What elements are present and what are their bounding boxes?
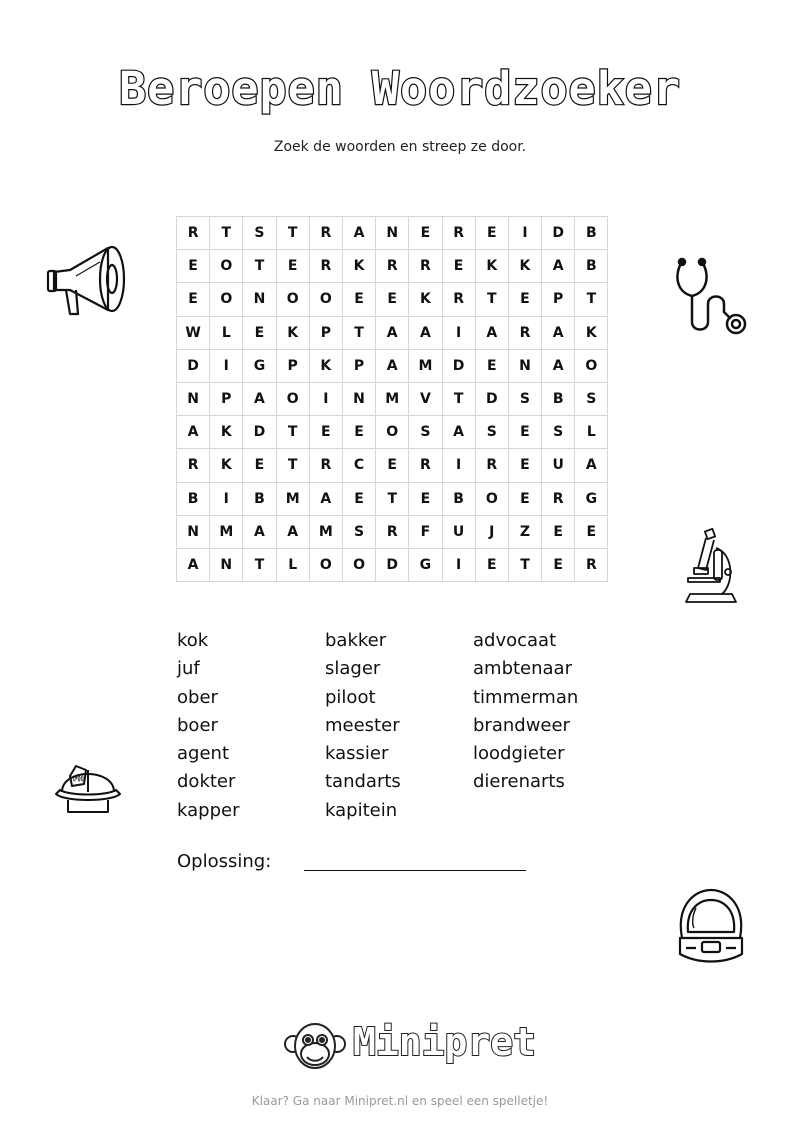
word-item: meester <box>325 714 400 736</box>
grid-cell[interactable]: A <box>542 250 575 283</box>
word-item: kapper <box>177 799 240 821</box>
word-item: loodgieter <box>473 743 565 765</box>
grid-cell[interactable]: R <box>508 316 541 349</box>
svg-text:FH: FH <box>73 775 84 783</box>
grid-cell[interactable]: A <box>243 515 276 548</box>
solution-answer-line[interactable] <box>304 870 526 871</box>
word-item: ober <box>177 686 218 708</box>
grid-cell[interactable]: R <box>442 283 475 316</box>
grid-cell[interactable]: E <box>342 416 375 449</box>
astronaut-helmet-icon <box>674 886 748 972</box>
grid-cell[interactable]: S <box>475 416 508 449</box>
grid-cell[interactable]: F <box>409 515 442 548</box>
grid-cell[interactable]: R <box>376 515 409 548</box>
grid-cell[interactable]: N <box>177 382 210 415</box>
word-item: dokter <box>177 771 236 793</box>
grid-cell[interactable]: R <box>409 449 442 482</box>
word-item: juf <box>177 658 200 680</box>
grid-cell[interactable]: M <box>309 515 342 548</box>
grid-cell[interactable]: S <box>575 382 608 415</box>
grid-cell[interactable]: M <box>409 349 442 382</box>
microscope-icon <box>684 528 740 606</box>
grid-cell[interactable]: A <box>177 416 210 449</box>
grid-row <box>177 548 608 581</box>
grid-cell[interactable]: R <box>309 250 342 283</box>
grid-cell[interactable]: P <box>542 283 575 316</box>
grid-cell[interactable]: A <box>376 316 409 349</box>
word-item: slager <box>325 658 381 680</box>
grid-cell[interactable]: R <box>475 449 508 482</box>
grid-cell[interactable]: R <box>542 482 575 515</box>
grid-cell[interactable]: E <box>475 548 508 581</box>
grid-cell[interactable]: O <box>342 548 375 581</box>
grid-cell[interactable]: O <box>276 283 309 316</box>
grid-cell[interactable]: D <box>442 349 475 382</box>
grid-cell[interactable]: U <box>442 515 475 548</box>
grid-cell[interactable]: O <box>575 349 608 382</box>
grid-cell[interactable]: M <box>276 482 309 515</box>
grid-cell[interactable]: K <box>210 449 243 482</box>
footer-text: Klaar? Ga naar Minipret.nl en speel een spelletje! <box>251 1094 549 1108</box>
grid-row <box>177 349 608 382</box>
megaphone-icon <box>46 240 130 322</box>
grid-cell[interactable]: B <box>177 482 210 515</box>
grid-cell[interactable]: A <box>542 316 575 349</box>
grid-cell[interactable]: L <box>575 416 608 449</box>
stethoscope-icon <box>672 254 752 336</box>
grid-cell[interactable]: I <box>442 449 475 482</box>
grid-cell[interactable]: T <box>210 217 243 250</box>
grid-cell[interactable]: A <box>475 316 508 349</box>
grid-cell[interactable]: P <box>210 382 243 415</box>
grid-cell[interactable]: E <box>177 250 210 283</box>
grid-cell[interactable]: R <box>177 449 210 482</box>
grid-cell[interactable]: A <box>409 316 442 349</box>
grid-row <box>177 449 608 482</box>
grid-cell[interactable]: R <box>309 217 342 250</box>
grid-cell[interactable]: K <box>309 349 342 382</box>
grid-cell[interactable]: E <box>309 416 342 449</box>
grid-cell[interactable]: O <box>210 283 243 316</box>
grid-cell[interactable]: E <box>508 482 541 515</box>
grid-cell[interactable]: D <box>177 349 210 382</box>
grid-cell[interactable]: A <box>442 416 475 449</box>
grid-cell[interactable]: T <box>376 482 409 515</box>
word-item: advocaat <box>473 630 557 651</box>
grid-cell[interactable]: I <box>442 548 475 581</box>
grid-cell[interactable]: N <box>210 548 243 581</box>
grid-cell[interactable]: K <box>276 316 309 349</box>
grid-cell[interactable]: K <box>508 250 541 283</box>
grid-cell[interactable]: E <box>243 449 276 482</box>
grid-cell[interactable]: R <box>575 548 608 581</box>
grid-row <box>177 416 608 449</box>
word-item: boer <box>177 714 218 736</box>
grid-cell[interactable]: K <box>210 416 243 449</box>
grid-cell[interactable]: T <box>442 382 475 415</box>
grid-cell[interactable]: K <box>342 250 375 283</box>
grid-cell[interactable]: E <box>475 217 508 250</box>
word-item: ambtenaar <box>473 658 572 680</box>
grid-cell[interactable]: A <box>575 449 608 482</box>
grid-cell[interactable]: T <box>475 283 508 316</box>
page-title: Beroepen Woordzoeker <box>119 62 681 115</box>
grid-cell[interactable]: I <box>210 349 243 382</box>
grid-cell[interactable]: S <box>243 217 276 250</box>
word-search-grid <box>176 216 608 582</box>
fire-helmet-icon <box>54 756 122 818</box>
grid-cell[interactable]: O <box>309 283 342 316</box>
grid-row <box>177 482 608 515</box>
grid-cell[interactable]: D <box>542 217 575 250</box>
grid-cell[interactable]: T <box>276 416 309 449</box>
grid-cell[interactable]: P <box>276 349 309 382</box>
grid-cell[interactable]: E <box>177 283 210 316</box>
grid-cell[interactable]: R <box>309 449 342 482</box>
grid-cell[interactable]: N <box>342 382 375 415</box>
word-item: dierenarts <box>473 771 565 793</box>
grid-cell[interactable]: B <box>542 382 575 415</box>
grid-cell[interactable]: E <box>409 217 442 250</box>
grid-cell[interactable]: A <box>276 515 309 548</box>
grid-cell[interactable]: T <box>243 548 276 581</box>
grid-cell[interactable]: Z <box>508 515 541 548</box>
grid-cell[interactable]: A <box>177 548 210 581</box>
grid-cell[interactable]: B <box>575 217 608 250</box>
grid-cell[interactable]: E <box>276 250 309 283</box>
grid-cell[interactable]: M <box>210 515 243 548</box>
grid-cell[interactable]: D <box>376 548 409 581</box>
grid-cell[interactable]: E <box>575 515 608 548</box>
grid-cell[interactable]: R <box>442 217 475 250</box>
grid-cell[interactable]: D <box>243 416 276 449</box>
grid-cell[interactable]: G <box>409 548 442 581</box>
grid-cell[interactable]: O <box>376 416 409 449</box>
grid-cell[interactable]: P <box>309 316 342 349</box>
grid-cell[interactable]: L <box>210 316 243 349</box>
grid-cell[interactable]: G <box>243 349 276 382</box>
grid-cell[interactable]: R <box>409 250 442 283</box>
grid-cell[interactable]: E <box>243 316 276 349</box>
grid-cell[interactable]: J <box>475 515 508 548</box>
grid-cell[interactable]: R <box>177 217 210 250</box>
grid-row <box>177 217 608 250</box>
grid-row <box>177 250 608 283</box>
grid-cell[interactable]: I <box>442 316 475 349</box>
grid-cell[interactable]: I <box>210 482 243 515</box>
word-item: kok <box>177 630 209 651</box>
grid-cell[interactable]: P <box>342 349 375 382</box>
word-item: brandweer <box>473 714 570 736</box>
grid-cell[interactable]: E <box>342 283 375 316</box>
grid-cell[interactable]: E <box>376 283 409 316</box>
grid-cell[interactable]: S <box>342 515 375 548</box>
grid-cell[interactable]: E <box>542 548 575 581</box>
grid-cell[interactable]: D <box>475 382 508 415</box>
grid-cell[interactable]: K <box>575 316 608 349</box>
grid-cell[interactable]: V <box>409 382 442 415</box>
grid-cell[interactable]: O <box>475 482 508 515</box>
grid-cell[interactable]: G <box>575 482 608 515</box>
grid-cell[interactable]: W <box>177 316 210 349</box>
grid-cell[interactable]: T <box>276 449 309 482</box>
grid-cell[interactable]: E <box>442 250 475 283</box>
grid-cell[interactable]: N <box>177 515 210 548</box>
grid-cell[interactable]: A <box>542 349 575 382</box>
grid-cell[interactable]: N <box>376 217 409 250</box>
grid-cell[interactable]: A <box>342 217 375 250</box>
grid-cell[interactable]: A <box>243 382 276 415</box>
word-item: bakker <box>325 630 387 651</box>
grid-cell[interactable]: T <box>342 316 375 349</box>
grid-cell[interactable]: M <box>376 382 409 415</box>
word-item: kapitein <box>325 799 398 821</box>
grid-cell[interactable]: O <box>210 250 243 283</box>
grid-cell[interactable]: I <box>508 217 541 250</box>
solution-label: Oplossing: <box>177 851 272 872</box>
grid-cell[interactable]: C <box>342 449 375 482</box>
grid-cell[interactable]: O <box>276 382 309 415</box>
grid-cell[interactable]: E <box>475 349 508 382</box>
grid-cell[interactable]: K <box>409 283 442 316</box>
grid-cell[interactable]: E <box>508 449 541 482</box>
logo-text: Minipret <box>353 1020 537 1064</box>
grid-cell[interactable]: S <box>409 416 442 449</box>
grid-cell[interactable]: U <box>542 449 575 482</box>
grid-cell[interactable]: R <box>376 250 409 283</box>
minipret-logo[interactable] <box>283 1018 537 1076</box>
grid-cell[interactable]: O <box>309 548 342 581</box>
grid-cell[interactable]: E <box>342 482 375 515</box>
grid-cell[interactable]: S <box>508 382 541 415</box>
word-item: kassier <box>325 743 389 765</box>
grid-cell[interactable]: B <box>575 250 608 283</box>
monkey-logo-icon <box>283 1020 347 1074</box>
grid-cell[interactable]: B <box>243 482 276 515</box>
word-item: piloot <box>325 686 376 708</box>
word-list-column-2 <box>325 627 401 825</box>
grid-cell[interactable]: B <box>442 482 475 515</box>
grid-cell[interactable]: E <box>508 416 541 449</box>
grid-cell[interactable]: E <box>508 283 541 316</box>
instructions: Zoek de woorden en streep ze door. <box>273 139 527 155</box>
grid-cell[interactable]: L <box>276 548 309 581</box>
grid-cell[interactable]: T <box>575 283 608 316</box>
grid-row <box>177 515 608 548</box>
grid-cell[interactable]: A <box>376 349 409 382</box>
grid-cell[interactable]: N <box>508 349 541 382</box>
grid-cell[interactable]: I <box>309 382 342 415</box>
grid-row <box>177 382 608 415</box>
grid-cell[interactable]: S <box>542 416 575 449</box>
word-item: tandarts <box>325 771 401 793</box>
grid-row <box>177 283 608 316</box>
grid-cell[interactable]: E <box>542 515 575 548</box>
grid-cell[interactable]: A <box>309 482 342 515</box>
word-item: timmerman <box>473 686 579 708</box>
grid-row <box>177 316 608 349</box>
grid-cell[interactable]: E <box>409 482 442 515</box>
word-list-column-3 <box>473 627 578 797</box>
grid-cell[interactable]: T <box>243 250 276 283</box>
grid-cell[interactable]: K <box>475 250 508 283</box>
word-item: agent <box>177 743 229 765</box>
word-list-column-1 <box>177 627 239 825</box>
grid-cell[interactable]: T <box>508 548 541 581</box>
grid-cell[interactable]: N <box>243 283 276 316</box>
grid-cell[interactable]: T <box>276 217 309 250</box>
grid-cell[interactable]: E <box>376 449 409 482</box>
